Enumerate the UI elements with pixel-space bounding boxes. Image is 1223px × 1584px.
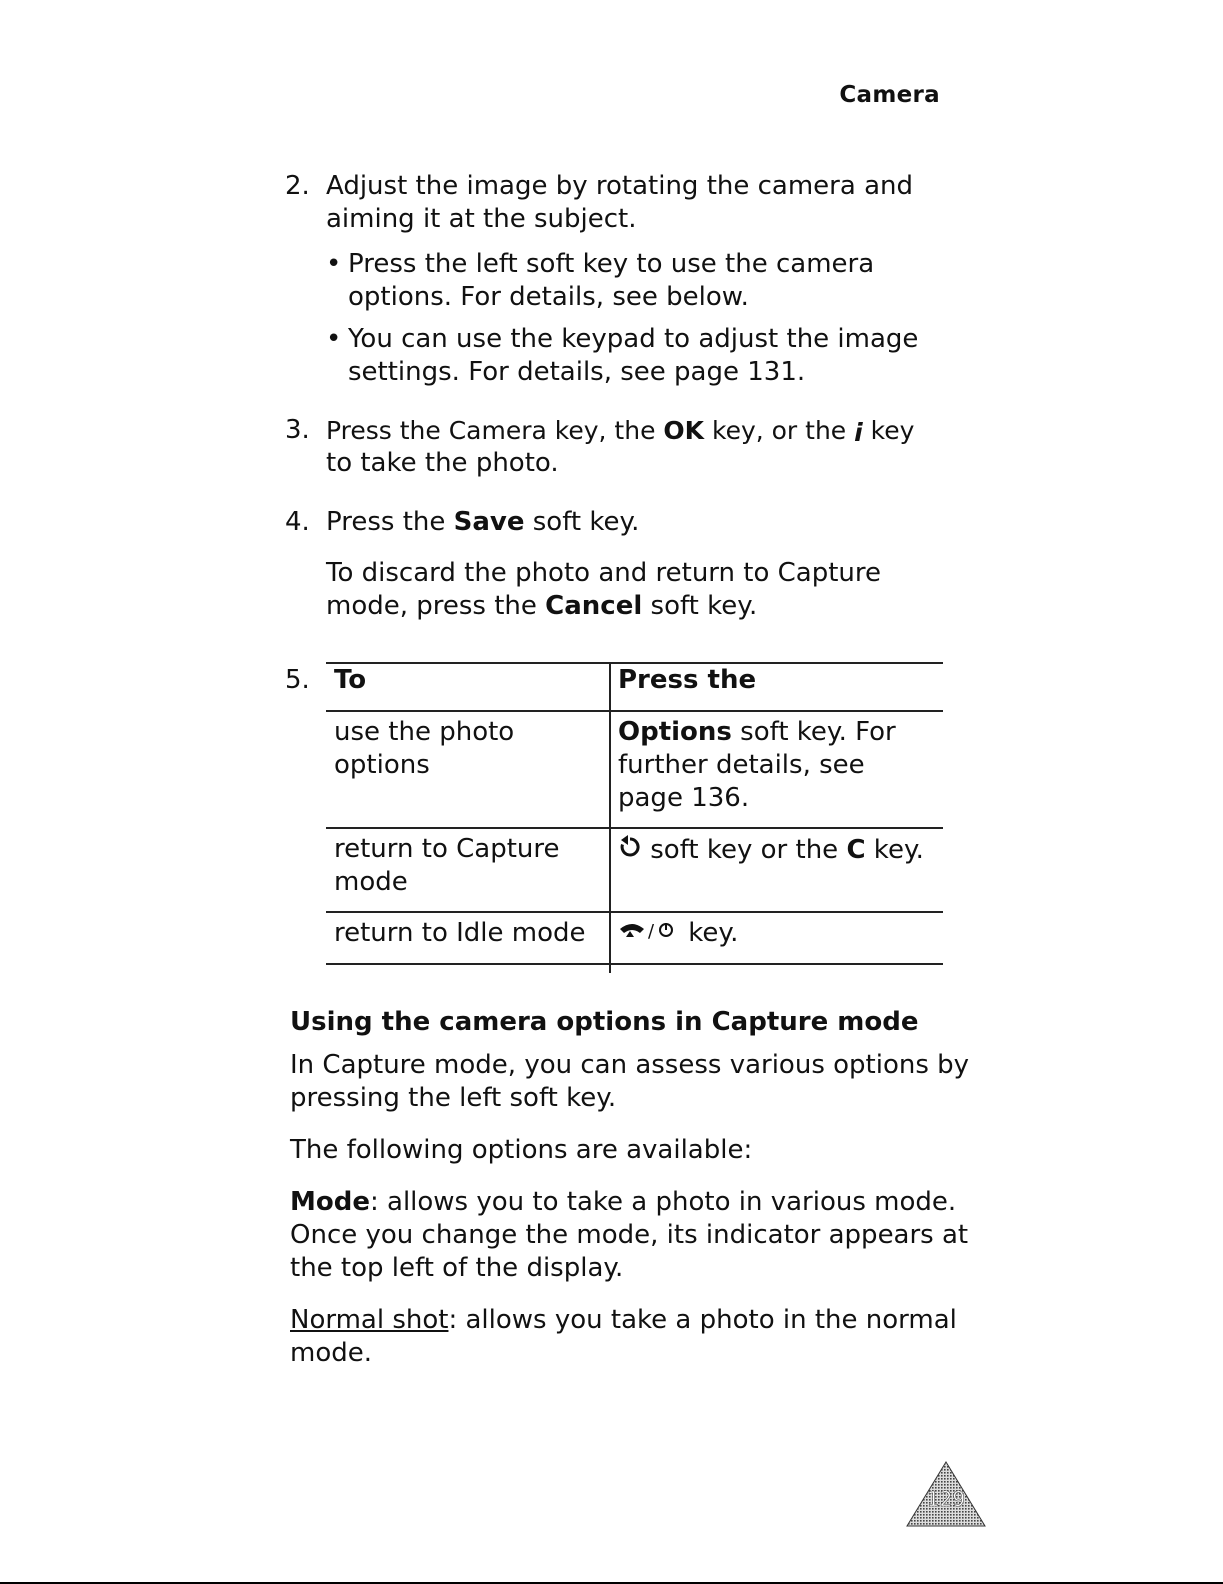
paragraph: Once you change the mode, its indicator appears at (290, 1220, 969, 1250)
step-text: to take the photo. (326, 448, 559, 478)
section-heading: Using the camera options in Capture mode (290, 1007, 919, 1037)
end-power-key-icon (618, 917, 680, 950)
table-cell: use the photo (334, 717, 515, 747)
paragraph: mode. (290, 1338, 372, 1368)
step-text: Adjust the image by rotating the camera and (326, 171, 913, 201)
bullet-text: options. For details, see below. (348, 282, 749, 312)
page-triangle-icon (905, 1460, 987, 1528)
table-header-press: Press the (618, 665, 757, 695)
bullet-dot: • (326, 324, 342, 354)
table-rule (326, 911, 943, 913)
paragraph: the top left of the display. (290, 1253, 624, 1283)
paragraph: Mode: allows you to take a photo in various mode. (290, 1187, 957, 1217)
section-header: Camera (839, 82, 940, 108)
table-cell: / key. (618, 917, 738, 950)
table-cell: return to Idle mode (334, 918, 586, 948)
page-number: 129 (926, 1487, 966, 1511)
paragraph: In Capture mode, you can assess various options by (290, 1050, 970, 1080)
table-rule (326, 963, 943, 965)
paragraph: The following options are available: (290, 1135, 753, 1165)
page-number-badge (905, 1460, 987, 1528)
back-arrow-icon (618, 833, 642, 868)
step-number: 4. (285, 507, 310, 537)
step-note: To discard the photo and return to Capture (326, 558, 882, 588)
step-text: aiming it at the subject. (326, 204, 637, 234)
svg-text:/: / (648, 921, 655, 941)
step-text: Press the Save soft key. (326, 507, 640, 537)
bullet-text: You can use the keypad to adjust the image (348, 324, 919, 354)
key-table (326, 662, 943, 973)
table-cell: return to Capture (334, 834, 560, 864)
step-number: 5. (285, 665, 310, 695)
table-rule (326, 827, 943, 829)
step-number: 2. (285, 171, 310, 201)
table-cell: mode (334, 867, 408, 897)
table-cell: Options soft key. For (618, 717, 896, 747)
step-text: Press the Camera key, the OK key, or the i key (326, 416, 915, 447)
step-note: mode, press the Cancel soft key. (326, 591, 758, 621)
table-cell: options (334, 750, 430, 780)
bullet-text: settings. For details, see page 131. (348, 357, 806, 387)
bullet-text: Press the left soft key to use the camera (348, 249, 875, 279)
paragraph: pressing the left soft key. (290, 1083, 617, 1113)
table-cell: page 136. (618, 783, 750, 813)
table-divider (609, 662, 611, 973)
table-rule (326, 710, 943, 712)
paragraph: Normal shot: allows you take a photo in the normal (290, 1305, 957, 1335)
table-header-to: To (334, 665, 367, 695)
table-cell: soft key or the C key. (618, 833, 924, 868)
step-number: 3. (285, 415, 310, 445)
info-key-icon: i (854, 417, 863, 447)
table-cell: further details, see (618, 750, 865, 780)
bullet-dot: • (326, 249, 342, 279)
